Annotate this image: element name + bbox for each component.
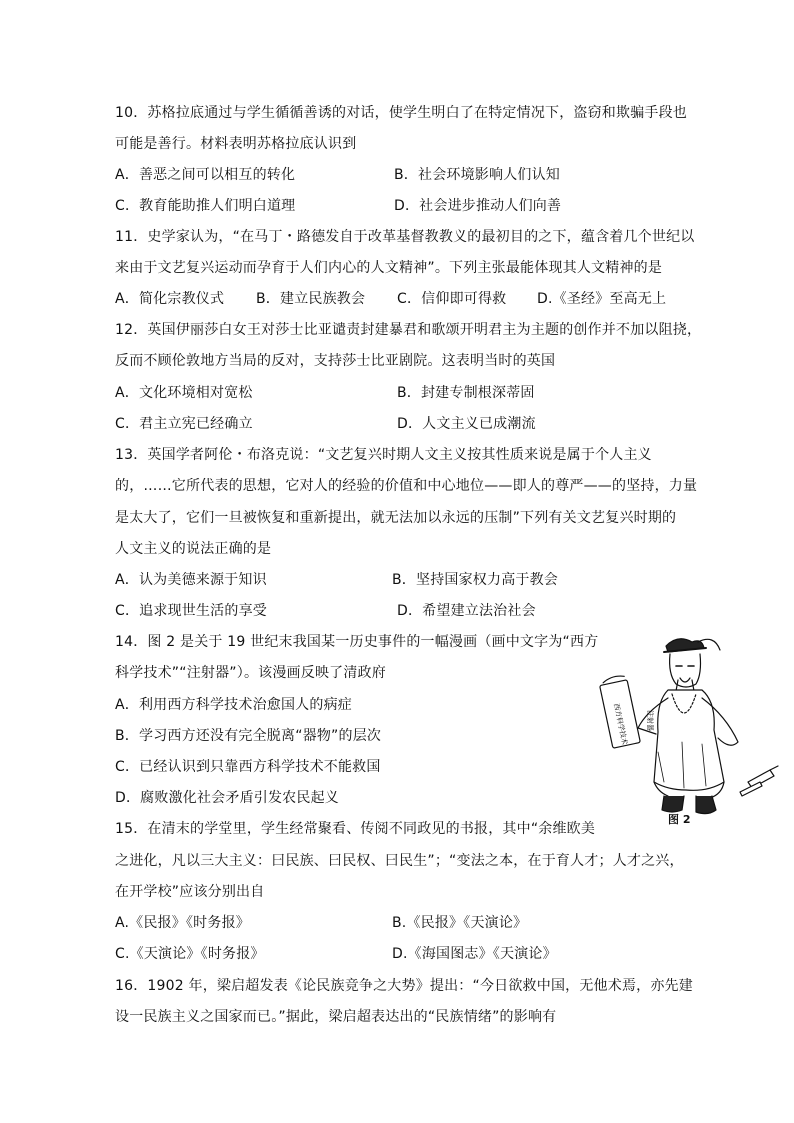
q15-stem-line2: 之进化，凡以三大主义：曰民族、曰民权、曰民生”；“变法之本，在于育人才；人才之兴， (115, 853, 684, 869)
q14-option-d[interactable]: D．腐败激化社会矛盾引发农民起义 (115, 790, 339, 806)
q13-option-d[interactable]: D．希望建立法治社会 (397, 603, 536, 619)
q10-stem-line1: 10．苏格拉底通过与学生循循善诱的对话，使学生明白了在特定情况下，盗窃和欺骗手段也 (115, 105, 688, 121)
q11-option-a[interactable]: A．简化宗教仪式 (115, 291, 225, 307)
q15-option-b[interactable]: B.《民报》《天演论》 (392, 915, 528, 931)
scroll-text: 西方科学技术 (612, 702, 629, 746)
q10-stem-line2: 可能是善行。材料表明苏格拉底认识到 (115, 136, 357, 152)
q10-option-b[interactable]: B．社会环境影响人们认知 (394, 167, 561, 183)
q12-stem-line2: 反而不顾伦敦地方当局的反对，支持莎士比亚剧院。这表明当时的英国 (115, 353, 556, 369)
q10-option-a[interactable]: A．善恶之间可以相互的转化 (115, 167, 296, 183)
q16-stem-line2: 设一民族主义之国家而已。”据此，梁启超表达出的“民族情绪”的影响有 (115, 1009, 557, 1025)
q13-option-a[interactable]: A．认为美德来源于知识 (115, 572, 267, 588)
q11-option-d[interactable]: D.《圣经》至高无上 (537, 291, 667, 307)
q15-option-a[interactable]: A.《民报》《时务报》 (115, 915, 250, 931)
pill-text: 注射器 (646, 710, 654, 731)
q14-option-c[interactable]: C．已经认识到只靠西方科学技术不能救国 (115, 759, 381, 775)
q15-option-c[interactable]: C.《天演论》《时务报》 (115, 946, 265, 962)
q14-option-a[interactable]: A．利用西方科学技术治愈国人的病症 (115, 697, 352, 713)
q13-stem-line4: 人文主义的说法正确的是 (115, 541, 272, 557)
q13-option-b[interactable]: B．坚持国家权力高于教会 (392, 572, 559, 588)
q15-stem-line3: 在开学校”应该分别出自 (115, 884, 265, 900)
q12-option-a[interactable]: A．文化环境相对宽松 (115, 385, 253, 401)
q11-option-c[interactable]: C．信仰即可得救 (397, 291, 507, 307)
q15-stem-line1: 15．在清末的学堂里，学生经常聚看、传阅不同政见的书报，其中“余维欧美 (115, 821, 596, 837)
q11-option-b[interactable]: B．建立民族教会 (256, 291, 366, 307)
q14-stem-line2: 科学技术”“注射器”）。该漫画反映了清政府 (115, 665, 386, 681)
q11-stem-line1: 11．史学家认为，“在马丁・路德发自于改革基督教教义的最初目的之下，蕴含着几个世纪以 (115, 229, 695, 245)
q12-stem-line1: 12．英国伊丽莎白女王对莎士比亚谴责封建暴君和歌颂开明君主为主题的创作并不加以阻挠， (115, 322, 702, 338)
q13-option-c[interactable]: C．追求现世生活的享受 (115, 603, 267, 619)
q10-option-d[interactable]: D．社会进步推动人们向善 (394, 198, 562, 214)
q11-stem-line2: 来由于文艺复兴运动而孕育于人们内心的人文精神”。下列主张最能体现其人文精神的是 (115, 260, 663, 276)
q13-stem-line2: 的，……它所代表的思想，它对人的经验的价值和中心地位——即人的尊严——的坚持，力量 (115, 478, 698, 494)
q14-option-b[interactable]: B．学习西方还没有完全脱离“器物”的层次 (115, 728, 382, 744)
q12-option-b[interactable]: B．封建专制根深蒂固 (397, 385, 535, 401)
q15-option-d[interactable]: D.《海国图志》《天演论》 (392, 946, 557, 962)
q12-option-d[interactable]: D．人文主义已成潮流 (397, 416, 536, 432)
figure-label: 图 2 (668, 813, 691, 826)
q16-stem-line1: 16．1902 年，梁启超发表《论民族竞争之大势》提出：“今日欲救中国，无他术焉，亦先建 (115, 978, 693, 994)
q12-option-c[interactable]: C．君主立宪已经确立 (115, 416, 253, 432)
q14-stem-line1: 14．图 2 是关于 19 世纪末我国某一历史事件的一幅漫画（画中文字为“西方 (115, 634, 599, 650)
q10-option-c[interactable]: C．教育能助推人们明白道理 (115, 198, 296, 214)
q13-stem-line1: 13．英国学者阿伦・布洛克说：“文艺复兴时期人文主义按其性质来说是属于个人主义 (115, 447, 652, 463)
q13-stem-line3: 是太大了，它们一旦被恢复和重新提出，就无法加以永远的压制”下列有关文艺复兴时期的 (115, 510, 677, 526)
cartoon-figure (598, 632, 780, 832)
